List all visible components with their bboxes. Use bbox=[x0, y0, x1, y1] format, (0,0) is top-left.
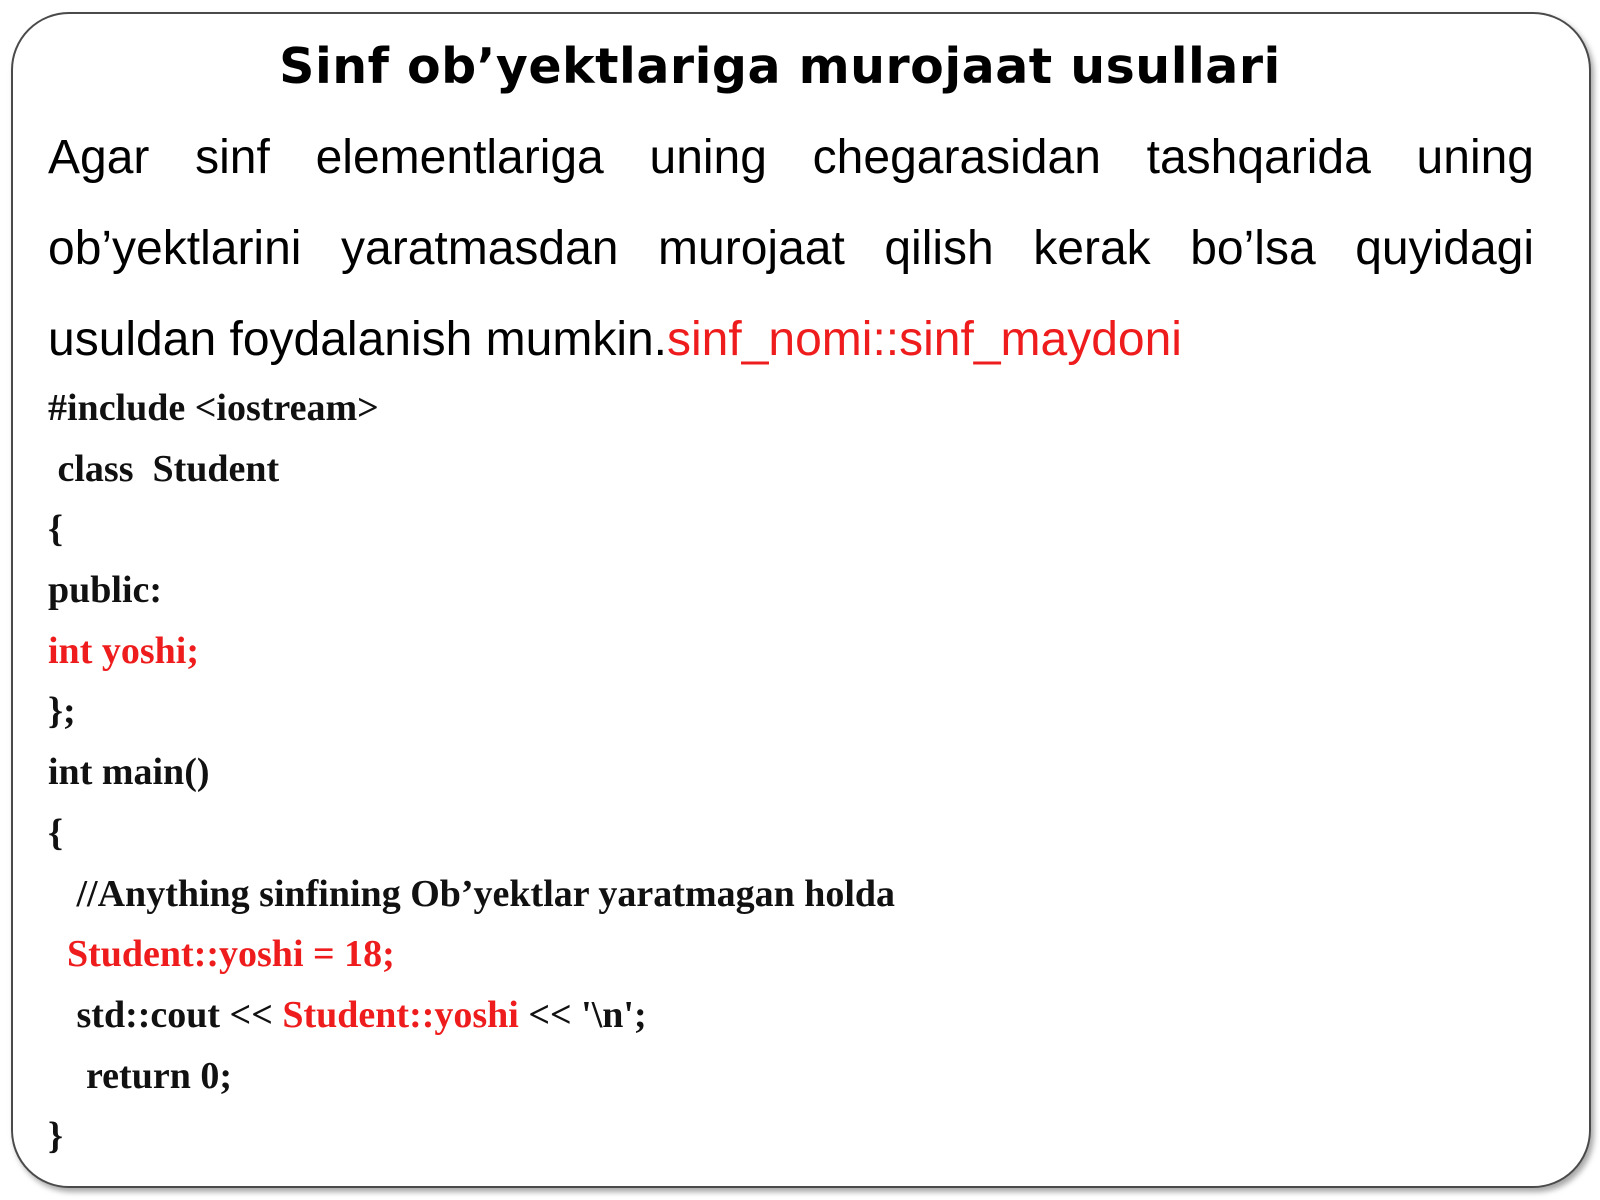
code-line-public: public: bbox=[48, 569, 163, 612]
code-line-class-end: }; bbox=[48, 690, 76, 733]
code-line-include: #include <iostream> bbox=[48, 387, 379, 429]
intro-line-3 bbox=[48, 294, 1534, 385]
syntax-highlight: sinf_nomi::sinf_maydoni bbox=[667, 313, 1182, 366]
code-cout-suffix: << '\n'; bbox=[518, 993, 647, 1036]
intro-line-1: Agar sinf elementlariga uning chegarasidan tashqarida uning bbox=[48, 131, 1534, 184]
code-line-member: int yoshi; bbox=[48, 629, 199, 672]
code-line-main-open: { bbox=[48, 811, 63, 854]
intro-paragraph bbox=[48, 112, 1534, 385]
code-cout-prefix: std::cout << bbox=[48, 993, 283, 1036]
code-line-comment: //Anything sinfining Ob’yektlar yaratmagan holda bbox=[48, 872, 896, 915]
code-line-cout bbox=[48, 985, 1528, 1046]
code-line-return: return 0; bbox=[48, 1054, 232, 1097]
code-line-open-brace: { bbox=[48, 508, 63, 551]
code-line-assign: Student::yoshi = 18; bbox=[48, 933, 395, 976]
code-block bbox=[48, 378, 1528, 1167]
code-line-class: class Student bbox=[48, 447, 280, 490]
intro-line-3-text: usuldan foydalanish mumkin. bbox=[48, 313, 668, 366]
code-line-main: int main() bbox=[48, 751, 210, 794]
slide-title: Sinf ob’yektlariga murojaat usullari bbox=[279, 38, 1281, 95]
code-cout-member: Student::yoshi bbox=[282, 993, 519, 1036]
intro-line-2: ob’yektlarini yaratmasdan murojaat qilish kerak bo’lsa quyidagi bbox=[48, 222, 1534, 275]
code-line-main-close: } bbox=[48, 1115, 63, 1158]
